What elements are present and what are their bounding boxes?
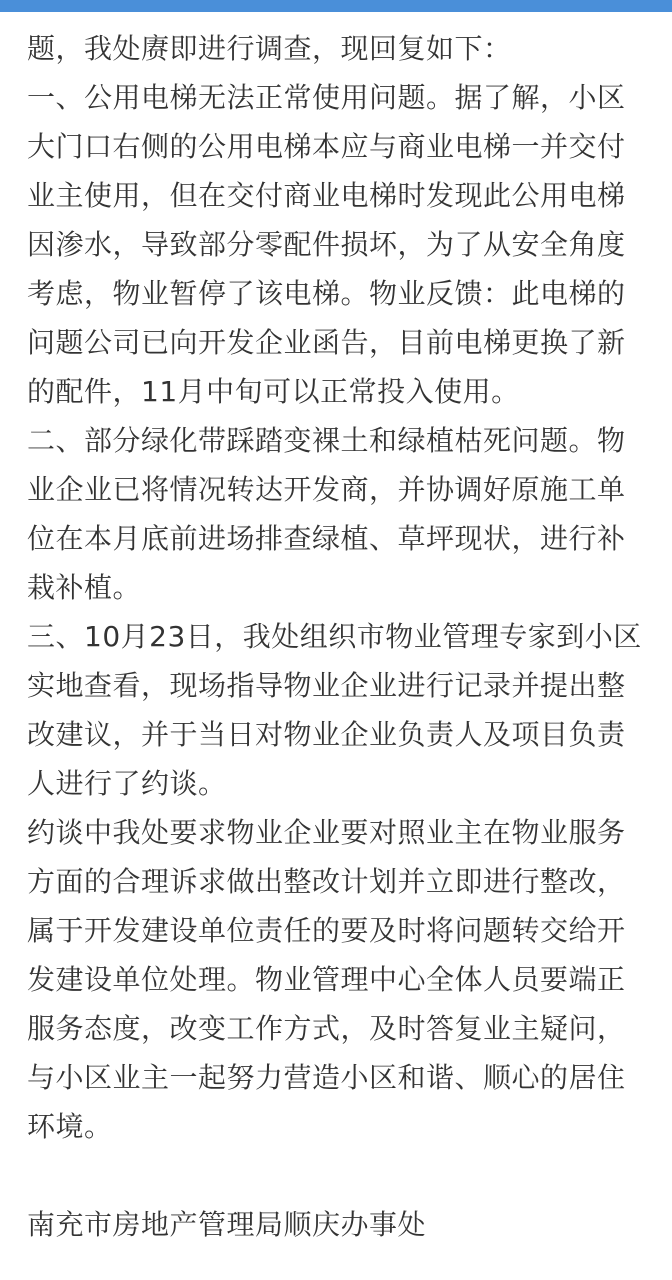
article-body[interactable] [27, 24, 645, 1249]
signature: 南充市房地产管理局顺庆办事处 [27, 1208, 427, 1241]
spacer [27, 1151, 645, 1200]
top-accent-bar [0, 0, 672, 12]
paragraph-inspection: 三、10月23日，我处组织市物业管理专家到小区实地查看，现场指导物业企业进行记录并提出整改建议，并于当日对物业企业负责人及项目负责人进行了约谈。 [27, 620, 642, 800]
paragraph-intro: 题，我处赓即进行调查，现回复如下： [27, 32, 512, 65]
paragraph-elevator: 一、公用电梯无法正常使用问题。据了解，小区大门口右侧的公用电梯本应与商业电梯一并交付业主使用，但在交付商业电梯时发现此公用电梯因渗水，导致部分零配件损坏，为了从安全角度考虑，物业暂停了该电梯。物业反馈：此电梯的问题公司已向开发企业函告，目前电梯更换了新的配件，11月中旬可以正常投入使用。 [27, 81, 626, 408]
paragraph-greenery: 二、部分绿化带踩踏变裸土和绿植枯死问题。物业企业已将情况转达开发商，并协调好原施工单位在本月底前进场排查绿植、草坪现状，进行补栽补植。 [27, 424, 626, 604]
paragraph-requirements: 约谈中我处要求物业企业要对照业主在物业服务方面的合理诉求做出整改计划并立即进行整改，属于开发建设单位责任的要及时将问题转交给开发建设单位处理。物业管理中心全体人员要端正服务态度，改变工作方式，及时答复业主疑问，与小区业主一起努力营造小区和谐、顺心的居住环境。 [27, 816, 626, 1143]
